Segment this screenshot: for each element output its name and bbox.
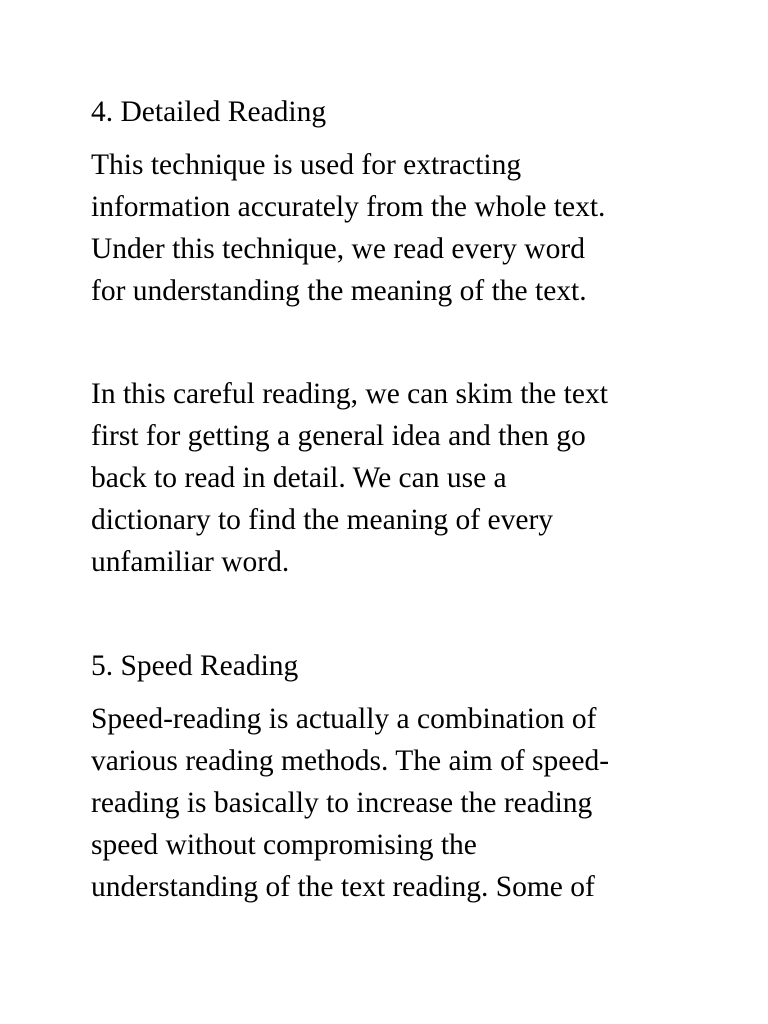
- text-line: Speed-reading is actually a combination of: [91, 703, 597, 735]
- text-line: unfamiliar word.: [91, 546, 290, 578]
- text-line: This technique is used for extracting: [91, 149, 522, 181]
- text-line: back to read in detail. We can use a: [91, 462, 507, 494]
- section-heading: 5. Speed Reading: [91, 650, 299, 682]
- text-line: Under this technique, we read every word: [91, 233, 585, 265]
- text-line: understanding of the text reading. Some of: [91, 871, 595, 903]
- text-line: various reading methods. The aim of speed-: [91, 745, 610, 777]
- text-line: dictionary to find the meaning of every: [91, 504, 554, 536]
- text-line: first for getting a general idea and then go: [91, 420, 586, 452]
- text-line: reading is basically to increase the reading: [91, 787, 593, 819]
- section-heading: 4. Detailed Reading: [91, 96, 327, 128]
- text-line: speed without compromising the: [91, 829, 477, 861]
- text-line: information accurately from the whole text.: [91, 191, 606, 223]
- text-line: In this careful reading, we can skim the text: [91, 378, 608, 410]
- text-line: for understanding the meaning of the text.: [91, 275, 587, 307]
